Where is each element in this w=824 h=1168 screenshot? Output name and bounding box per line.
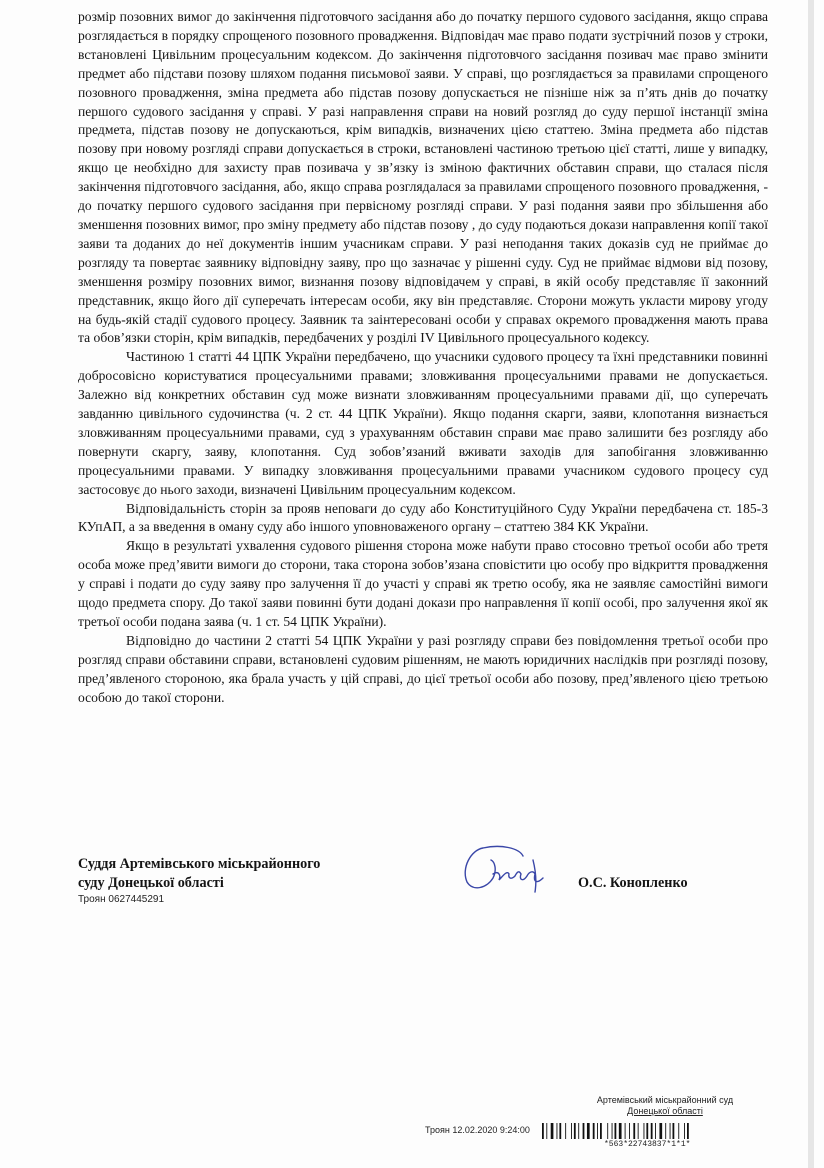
barcode-bar <box>565 1123 566 1139</box>
barcode-bar <box>574 1123 576 1139</box>
barcode-bar <box>593 1123 595 1139</box>
barcode-text: *563*22743837*1*1* <box>604 1140 691 1149</box>
barcode-bar <box>557 1123 558 1139</box>
secretary-phone: Троян 0627445291 <box>78 894 165 905</box>
barcode-bar <box>655 1123 656 1139</box>
footer-print-stamp: Троян 12.02.2020 9:24:00 <box>425 1125 530 1135</box>
judge-name: О.С. Конопленко <box>578 875 688 891</box>
barcode-bar <box>607 1123 608 1139</box>
barcode-bar <box>684 1123 685 1139</box>
barcode-bar <box>644 1123 645 1139</box>
barcode-bar <box>551 1123 554 1139</box>
barcode-bar <box>638 1123 639 1139</box>
paragraph-1: розмір позовних вимог до закінчення підготовчого засідання або до початку першого судового засідання, якщо справа розглядається в порядку спрощеного позовного провадження. Відповідач має право подати зустрічний позов у строки, встановлені Цивільним процесуальним кодексом. До закінчення підготовчого засідання позивач має право змінити предмет або підстави позову шляхом подання письмової заяви. У справі, що розглядається за правилами спрощеного позовного провадження, зміна предмета або підстав позову допускається не пізніше ніж за п’ять днів до початку першого судового засідання у справі. У разі направлення справи на новий розгляд до суду першої інстанції зміна предмета, підстав позову не допускаються, крім випадків, визначених цією статтею. Зміна предмета або підстав позову при новому розгляді справи допускається в строки, встановлені частиною третьою цієї статті, лише у випадку, якщо це необхідно для захисту прав позивача у зв’язку із зміною фактичних обставин справи, що сталася після закінчення підготовчого засідання, або, якщо справа розглядалася за правилами спрощеного позовного провадження, - до початку першого судового засідання при первісному розгляді справи. У разі подання заяви про збільшення або зменшення позовних вимог, про зміну предмету або підстав позову , до суду подаються докази направлення копії такої заяви та доданих до неї документів іншим учасникам справи. У разі неподання таких доказів суд не приймає до розгляду та повертає заявнику відповідну заяву, про що зазначає у рішенні суду. Суд не приймає відмови від позову, зменшення розміру позовних вимог, визнання позову відповідачем у справі, в якій особу представляє її законний представник, якщо його дії суперечать інтересам особи, яку він представляє. Сторони можуть укласти мирову угоду на будь-якій стадії судового процесу. Заявник та заінтересовані особи у справах окремого провадження мають права та обов’язки сторін, крім випадків, передбачених у розділі IV Цивільного процесуального кодексу. <box>78 9 768 346</box>
paragraph-3: Відповідальність сторін за прояв неповаги до суду або Конституційного Суду України передбачена ст. 185-3 КУпАП, а за введення в оману суду або іншого уповноваженого органу – статтею 384 КК України. <box>78 500 768 535</box>
barcode-bar <box>670 1123 671 1139</box>
barcode-bar <box>651 1123 653 1139</box>
barcode-bar <box>587 1123 590 1139</box>
footer-court-name <box>580 1095 750 1117</box>
barcode-bar <box>629 1123 630 1139</box>
barcode-bar <box>687 1123 689 1139</box>
handwritten-signature-icon <box>453 830 553 900</box>
barcode-bar <box>633 1123 635 1139</box>
scan-edge-shadow <box>808 0 814 1168</box>
barcode-bar <box>559 1123 561 1139</box>
barcode-bar <box>612 1123 613 1139</box>
paragraph-5: Відповідно до частини 2 статті 54 ЦПК України у разі розгляду справи без повідомлення третьої особи про розгляд справи обставини справи, встановлені судовим рішенням, не мають юридичних наслідків при розгляді позову, пред’явленого стороною, яка брала участь у цій справі, до цієї третьої особи або позову, пред’явленого цією третьою особою до такої сторони. <box>78 632 768 705</box>
barcode-bar <box>625 1123 626 1139</box>
barcode-bar <box>597 1123 598 1139</box>
footer-court-line-1: Артемівський міськрайонний суд <box>596 1095 734 1105</box>
barcode-bar <box>542 1123 544 1139</box>
judge-title-line-2: суду Донецької області <box>78 875 224 891</box>
paragraph-4: Якщо в результаті ухвалення судового рішення сторона може набути право стосовно третьої особи або третя особа може пред’явити вимоги до сторони, така сторона зобов’язана сповістити цю особу про відкриття провадження у справі і подати до суду заяву про залучення її до участі у справі як третю особу, яка не заявляє самостійні вимоги щодо предмета спору. До такої заяви повинні бути додані докази про направлення її копії особі, про залучення якої як третьої особи подана заява (ч. 1 ст. 54 ЦПК України). <box>78 538 768 629</box>
barcode-bar <box>583 1123 585 1139</box>
barcode-bar <box>571 1123 572 1139</box>
barcode-bar <box>619 1123 622 1139</box>
paragraph-2: Частиною 1 статті 44 ЦПК України передбачено, що учасники судового процесу та їхні представники повинні добросовісно користуватися процесуальними правами; зловживання процесуальними правами не допускається. Залежно від конкретних обставин суд може визнати зловживанням процесуальними правами дії, що суперечать завданню цивільного судочинства (ч. 2 ст. 44 ЦПК України). Якщо подання скарги, заяви, клопотання визнається зловживанням процесуальними правами, суд з урахуванням обставин справи має право залишити без розгляду або повернути скаргу, заяву, клопотання. Суд зобов’язаний вживати заходів для запобігання зловживанню процесуальними правами. У випадку зловживання процесуальними правами учасником судового процесу суд застосовує до нього заходи, визначені Цивільним процесуальним кодексом. <box>78 349 768 497</box>
barcode-bar <box>665 1123 666 1139</box>
barcode-bar <box>673 1123 675 1139</box>
barcode-bar <box>646 1123 648 1139</box>
barcode-bar <box>578 1123 579 1139</box>
judge-title-line-1: Суддя Артемівського міськрайонного <box>78 856 321 872</box>
barcode-bar <box>678 1123 679 1139</box>
barcode-bar <box>659 1123 662 1139</box>
barcode-bar <box>600 1123 602 1139</box>
footer-court-line-2: Донецької області <box>627 1106 703 1116</box>
barcode-icon <box>542 1123 737 1139</box>
document-body <box>78 8 768 708</box>
signature-block <box>78 855 738 915</box>
barcode-bar <box>546 1123 547 1139</box>
barcode-bar <box>615 1123 617 1139</box>
